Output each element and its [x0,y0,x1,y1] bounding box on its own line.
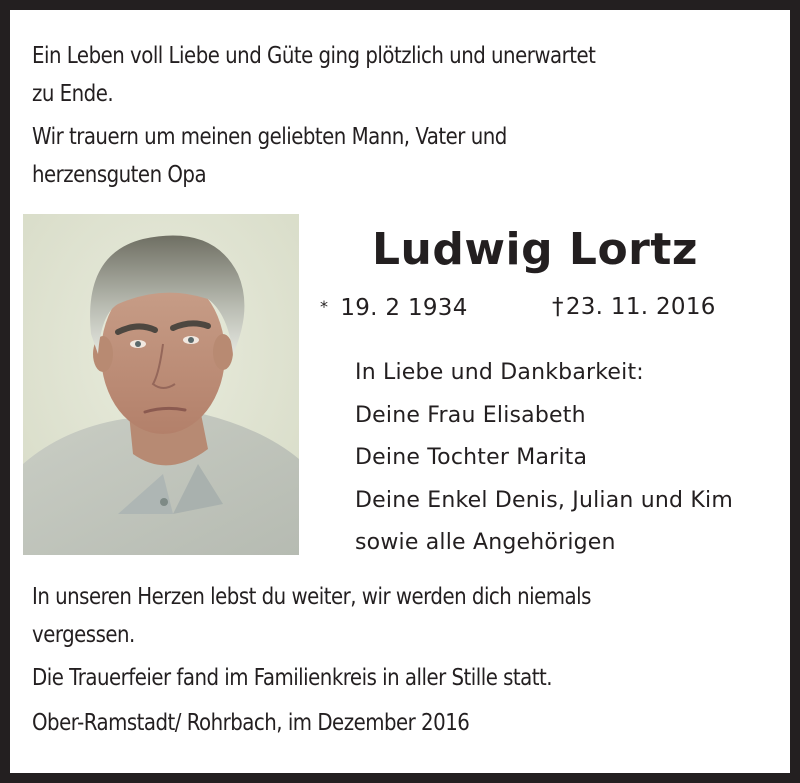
death-date [552,292,716,322]
mourner-wife: Deine Frau Elisabeth [355,402,586,428]
mourners-list [355,352,733,565]
funeral-note: Die Trauerfeier fand im Familienkreis in aller Stille statt. [32,665,553,691]
mourner-daughter: Deine Tochter Marita [355,445,588,470]
deceased-name: Ludwig Lortz [372,224,699,275]
death-date-value: 23. 11. 2016 [565,294,716,320]
star-icon: * [320,297,329,316]
portrait-photo [23,214,299,555]
cross-icon: † [552,294,564,320]
intro-line-4: herzensguten Opa [32,162,207,188]
intro-line-2: zu Ende. [32,81,114,107]
intro-line-3: Wir trauern um meinen geliebten Mann, Vater und [32,124,507,150]
birth-date [320,292,468,323]
portrait-image [23,214,299,555]
mourners-heading: In Liebe und Dankbarkeit: [355,360,644,385]
place-and-date: Ober-Ramstadt/ Rohrbach, im Dezember 2016 [32,710,470,736]
obituary-card [10,10,790,773]
outro-line-2: vergessen. [32,622,135,648]
mourner-relatives: sowie alle Angehörigen [355,530,616,555]
mourner-grandchildren: Deine Enkel Denis, Julian und Kim [355,487,733,513]
intro-line-1: Ein Leben voll Liebe und Güte ging plötzlich und unerwartet [32,43,596,69]
birth-date-value: 19. 2 1934 [340,295,468,321]
outro-line-1: In unseren Herzen lebst du weiter, wir werden dich niemals [32,584,591,610]
